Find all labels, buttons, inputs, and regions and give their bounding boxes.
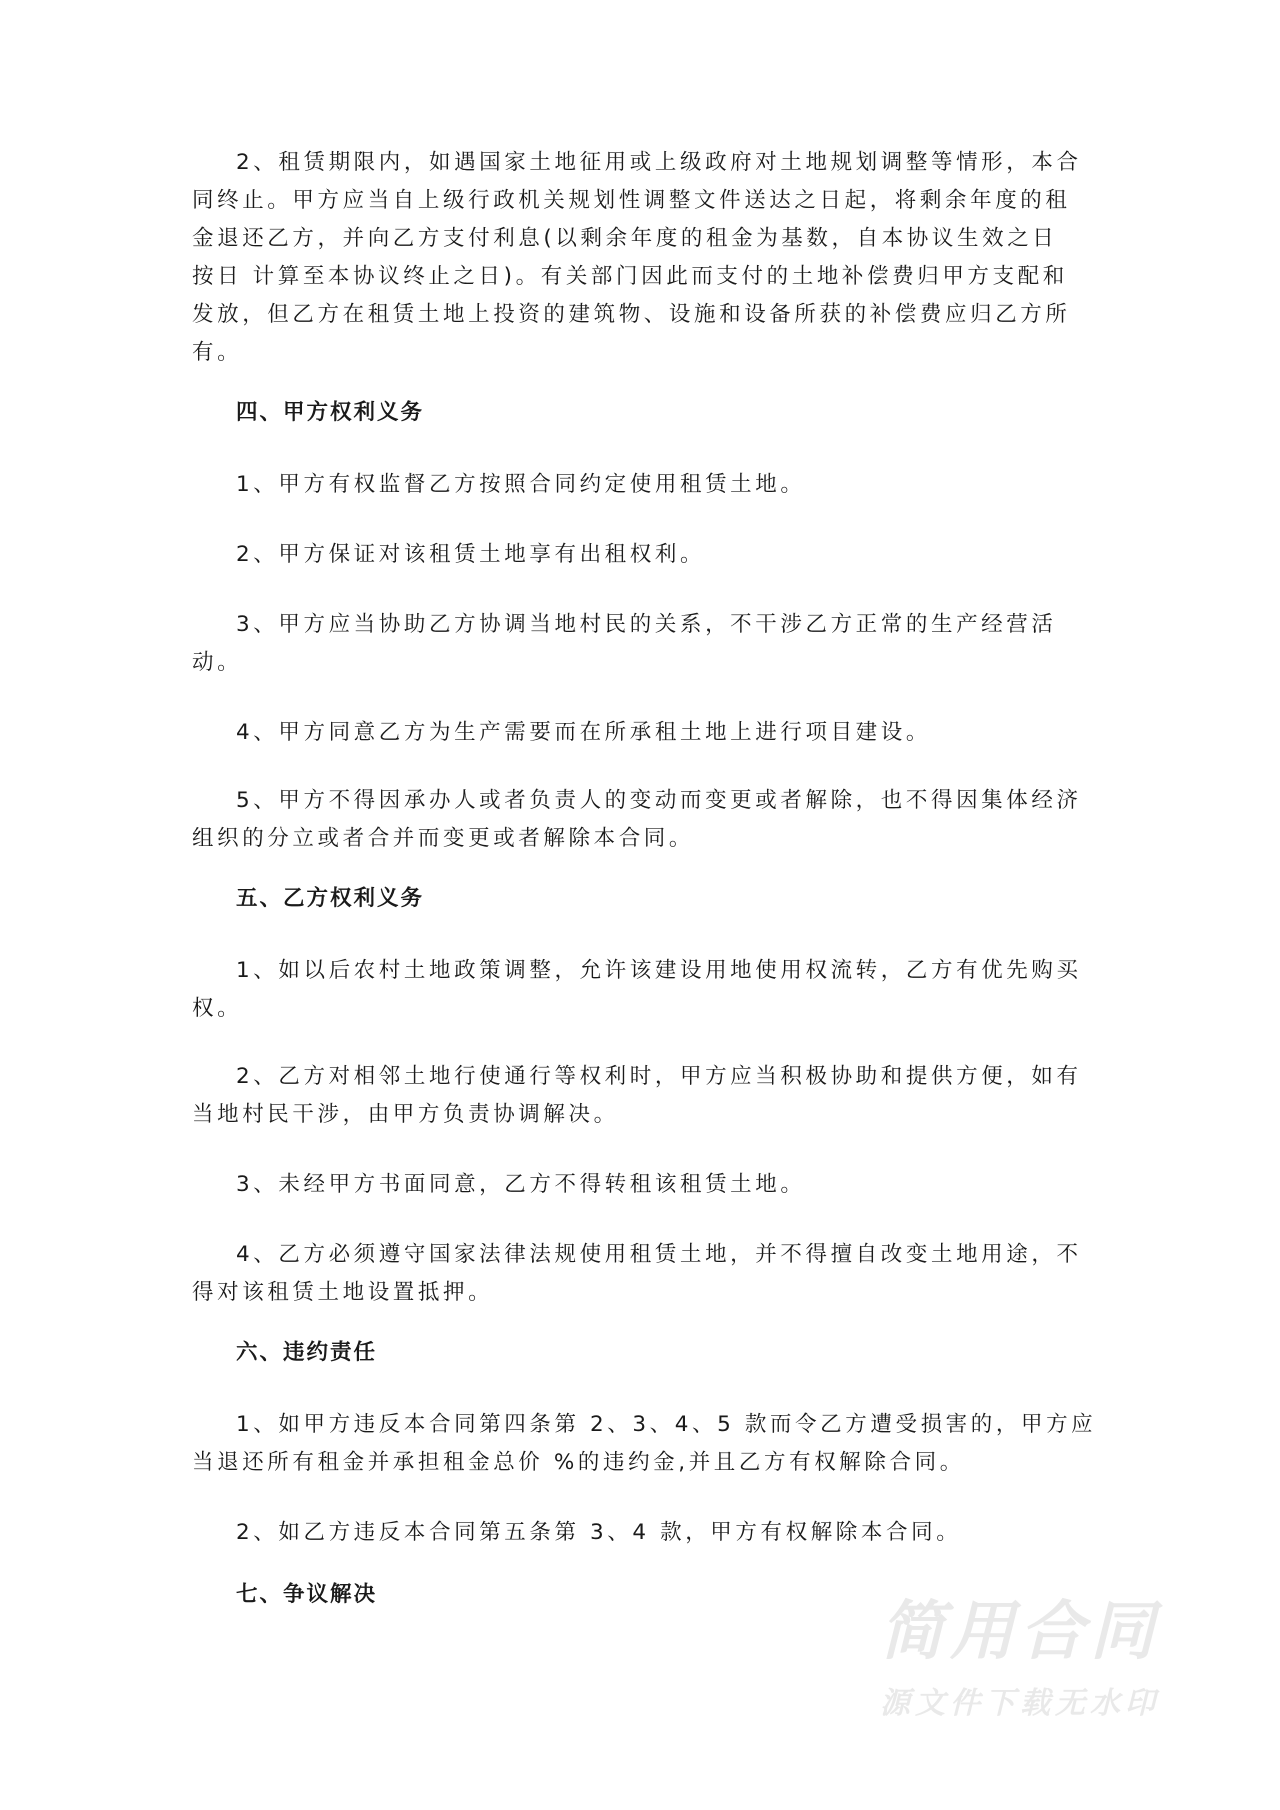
- body-line: 4、甲方同意乙方为生产需要而在所承租土地上进行项目建设。: [236, 720, 931, 745]
- watermark-title: 简用合同: [880, 1595, 1160, 1669]
- body-line: 1、甲方有权监督乙方按照合同约定使用租赁土地。: [236, 472, 806, 497]
- body-line: 有。: [192, 340, 243, 365]
- body-line: 得对该租赁土地设置抵押。: [192, 1280, 494, 1305]
- watermark-subtitle: 源文件下载无水印: [880, 1686, 1160, 1721]
- body-line: 2、甲方保证对该租赁土地享有出租权利。: [236, 542, 706, 567]
- section-heading: 七、争议解决: [236, 1582, 378, 1607]
- body-line: 2、乙方对相邻土地行使通行等权利时，甲方应当积极协助和提供方便，如有: [236, 1064, 1082, 1089]
- body-line: 按日 计算至本协议终止之日)。有关部门因此而支付的土地补偿费归甲方支配和: [192, 264, 1068, 289]
- body-line: 发放，但乙方在租赁土地上投资的建筑物、设施和设备所获的补偿费应归乙方所: [192, 302, 1071, 327]
- body-line: 3、甲方应当协助乙方协调当地村民的关系，不干涉乙方正常的生产经营活: [236, 612, 1057, 637]
- body-line: 同终止。甲方应当自上级行政机关规划性调整文件送达之日起，将剩余年度的租: [192, 188, 1071, 213]
- body-line: 1、如甲方违反本合同第四条第 2、3、4、5 款而令乙方遭受损害的，甲方应: [236, 1412, 1097, 1437]
- body-line: 金退还乙方，并向乙方支付利息(以剩余年度的租金为基数，自本协议生效之日: [192, 226, 1058, 251]
- body-line: 动。: [192, 650, 243, 675]
- section-heading: 六、违约责任: [236, 1340, 378, 1365]
- body-line: 权。: [192, 996, 243, 1021]
- body-line: 组织的分立或者合并而变更或者解除本合同。: [192, 826, 695, 851]
- section-heading: 四、甲方权利义务: [236, 400, 425, 425]
- body-line: 2、租赁期限内，如遇国家土地征用或上级政府对土地规划调整等情形，本合: [236, 150, 1082, 175]
- body-line: 5、甲方不得因承办人或者负责人的变动而变更或者解除，也不得因集体经济: [236, 788, 1082, 813]
- body-line: 3、未经甲方书面同意，乙方不得转租该租赁土地。: [236, 1172, 806, 1197]
- section-heading: 五、乙方权利义务: [236, 886, 425, 911]
- body-line: 当退还所有租金并承担租金总价 %的违约金,并且乙方有权解除合同。: [192, 1450, 965, 1475]
- body-line: 1、如以后农村土地政策调整，允许该建设用地使用权流转，乙方有优先购买: [236, 958, 1082, 983]
- body-line: 2、如乙方违反本合同第五条第 3、4 款，甲方有权解除本合同。: [236, 1520, 962, 1545]
- body-line: 4、乙方必须遵守国家法律法规使用租赁土地，并不得擅自改变土地用途，不: [236, 1242, 1082, 1267]
- body-line: 当地村民干涉，由甲方负责协调解决。: [192, 1102, 619, 1127]
